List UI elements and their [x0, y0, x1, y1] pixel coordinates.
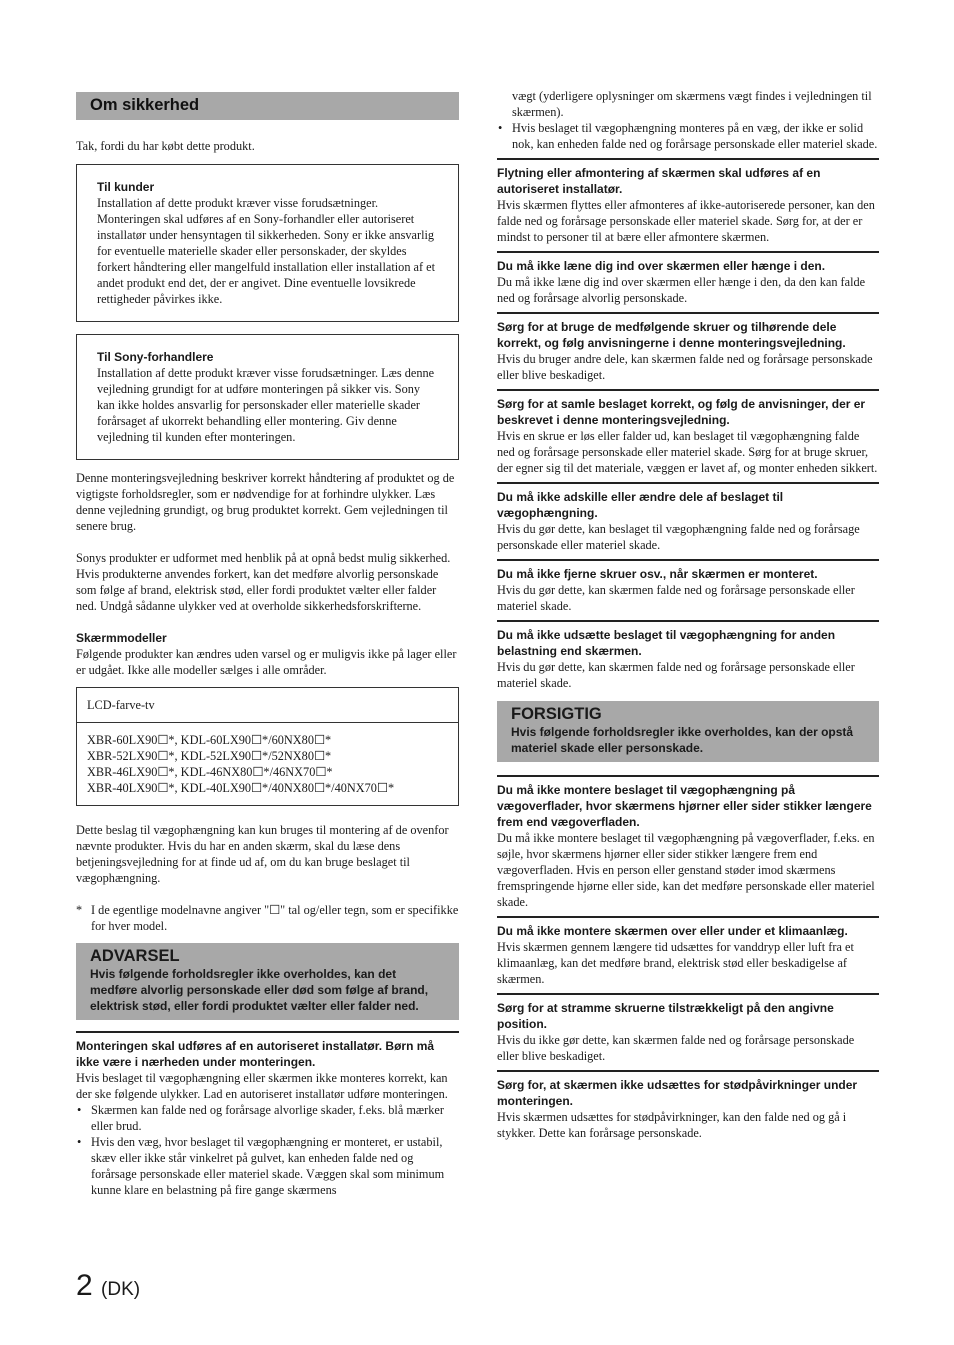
rule-body: Hvis du gør dette, kan skærmen falde ned og forårsage personskade eller materiel skade. — [497, 660, 855, 690]
caution-rule — [497, 993, 879, 1064]
rule-body: Hvis beslaget til vægophængning eller skærmen ikke monteres korrekt, kan der ske følgende ulykker. Lad en autoriseret installatør udføre monteringen. — [76, 1071, 448, 1101]
continuation-bullet-list — [497, 120, 879, 152]
warning-rule — [497, 312, 879, 383]
footnote-text: I de egentlige modelnavne angiver "☐" tal og/eller tegn, som er specifikke for hver model. — [91, 903, 459, 933]
models-table-header: LCD-farve-tv — [77, 688, 458, 723]
caution-box — [497, 701, 879, 762]
rule-heading: Monteringen skal udføres af en autoriseret installatør. Børn må ikke være i nærheden under monteringen. — [76, 1039, 435, 1069]
caution-title: FORSIGTIG — [511, 705, 602, 723]
continuation-text: vægt (yderligere oplysninger om skærmens vægt findes i vejledningen til skærmen). — [512, 89, 872, 119]
rule-body: Du må ikke montere beslaget til vægophængning på vægoverflader, f.eks. en søjle, hvor skærmens hjørner eller sider stikker længere frem end vægoverfladen. Hvis en person eller genstand støder imod skærmens fremspringende hjørne eller side, kan det medføre personskade eller materiel skade. — [497, 831, 875, 909]
caution-description: Hvis følgende forholdsregler ikke overholdes, kan der opstå materiel skade eller personskade. — [511, 725, 854, 755]
rule-body: Hvis du ikke gør dette, kan skærmen falde ned og forårsage personskade eller blive beskadiget. — [497, 1033, 855, 1063]
list-item: • Hvis beslaget til vægophængning monteres på en væg, der ikke er solid nok, kan enheden falde ned og forårsage personskade eller materiel skade. — [497, 120, 879, 152]
rule-heading: Sørg for at stramme skruerne tilstrækkeligt på den angivne position. — [497, 1001, 834, 1031]
list-item: • Hvis den væg, hvor beslaget til vægophængning er monteret, er ustabil, skæv eller ikke står vinkelret på gulvet, kan enheden falde ned og forårsage personskade eller materiel skade. Væggen skal som minimum kunne klare en belastning på fire gange skærmens — [76, 1134, 459, 1198]
models-table-row: XBR-40LX90☐*, KDL-40LX90☐*/40NX80☐*/40NX70☐* — [87, 781, 395, 795]
box-til-sony-forhandlere-body: Installation af dette produkt kræver visse forudsætninger. Læs denne vejledning grundigt for at udføre monteringen på sikker vis. Sony kan ikke holdes ansvarlig for personskader eller materielle skader forårsaget af ukorrekt behandling eller montering. Giv denne vejledning til kunden efter monteringen. — [97, 366, 435, 444]
rule-heading: Sørg for at bruge de medfølgende skruer og tilhørende dele korrekt, og følg anvisningerne i denne monteringsvejledning. — [497, 320, 846, 350]
models-table — [76, 687, 459, 806]
caution-rule — [497, 916, 879, 987]
page-number — [76, 1268, 140, 1308]
rule-heading: Du må ikke montere skærmen over eller under et klimaanlæg. — [497, 924, 848, 938]
box-til-kunder-body: Installation af dette produkt kræver visse forudsætninger. Monteringen skal udføres af en Sony-forhandler eller autoriseret installatør under hensyntagen til sikkerheden. Sony er ikke ansvarlig for eventuelle materielle skader eller personskader, der skyldes forkert håndtering eller mangelfuld installation eller installation af et andet produkt end det, der er angivet. Dine eventuelle lovsikrede rettigheder påvirkes ikke. — [97, 196, 436, 306]
rule-heading: Du må ikke læne dig ind over skærmen eller hænge i den. — [497, 259, 826, 273]
rule-heading: Du må ikke montere beslaget til vægophængning på vægoverflader, hvor skærmens hjørner eller sider stikker længere frem end vægoverfladen. — [497, 783, 872, 829]
models-table-row: XBR-46LX90☐*, KDL-46NX80☐*/46NX70☐* — [87, 765, 333, 779]
page-language-code: (DK) — [101, 1279, 141, 1300]
rule-heading: Du må ikke fjerne skruer osv., når skærmen er monteret. — [497, 567, 818, 581]
warning-title: ADVARSEL — [90, 947, 180, 965]
box-til-kunder-title: Til kunder — [97, 180, 155, 194]
right-column — [497, 88, 879, 1147]
models-text: Følgende produkter kan ændres uden varsel og er muligvis ikke på lager eller er udgået. Ikke alle modeller sælges i alle områder. — [76, 647, 457, 677]
box-til-kunder — [76, 164, 459, 322]
paragraph-compatibility: Dette beslag til vægophængning kan kun bruges til montering af de ovenfor nævnte produkter. Hvis du har en anden skærm, skal du læse dens betjeningsvejledning for at finde ud af, om du kan bruge beslaget til vægophængning. — [76, 823, 449, 885]
footnote-mark: * — [76, 903, 83, 917]
paragraph-safety: Sonys produkter er udformet med henblik på at opnå bedst mulig sikkerhed. Hvis produkterne anvendes forkert, kan det medføre alvorlig personskade som følge af brand, elektrisk stød, eller fordi produktet vælter eller falder ned. Undgå sådanne ulykker ved at overholde sikkerhedsforskrifterne. — [76, 551, 451, 613]
rule-body: Hvis du gør dette, kan beslaget til vægophængning falde ned og forårsage personskade eller materiel skade. — [497, 522, 860, 552]
models-table-body — [77, 723, 458, 805]
warning-rule — [497, 251, 879, 306]
warning-rule — [497, 482, 879, 553]
warning-rule — [497, 620, 879, 691]
rule-heading: Sørg for, at skærmen ikke udsættes for stødpåvirkninger under monteringen. — [497, 1078, 858, 1108]
page-number-value: 2 — [76, 1269, 93, 1302]
rule-heading: Du må ikke adskille eller ændre dele af beslaget til vægophængning. — [497, 490, 784, 520]
rule-heading: Du må ikke udsætte beslaget til vægophængning for anden belastning end skærmen. — [497, 628, 836, 658]
caution-rule — [497, 775, 879, 910]
rule-body: Hvis du gør dette, kan skærmen falde ned og forårsage personskade eller materiel skade. — [497, 583, 855, 613]
rule-bullet-list — [76, 1102, 459, 1198]
intro-text: Tak, fordi du har købt dette produkt. — [76, 139, 255, 153]
paragraph-handling: Denne monteringsvejledning beskriver korrekt håndtering af produktet og de vigtigste forholdsregler, som er nødvendige for at forhindre ulykker. Læs denne vejledning grundigt, og brug produktet korrekt. Gem vejledningen til senere brug. — [76, 471, 455, 533]
left-column — [76, 92, 459, 1198]
warning-box — [76, 943, 459, 1020]
rule-body: Hvis en skrue er løs eller falder ud, kan beslaget til vægophængning falde ned og forårsage personskade eller materiel skade. Sørg for at bruge skruer, der egner sig til det materiale, væggen er lavet af, og monter enheden sikkert. — [497, 429, 878, 475]
models-heading: Skærmmodeller — [76, 631, 167, 645]
caution-rule — [497, 1070, 879, 1141]
box-til-sony-forhandlere — [76, 334, 459, 460]
rule-body: Du må ikke læne dig ind over skærmen eller hænge i den, da den kan falde ned og forårsage alvorlig personskade. — [497, 275, 866, 305]
rule-heading: Sørg for at samle beslaget korrekt, og følg de anvisninger, der er beskrevet i denne monteringsvejledning. — [497, 397, 866, 427]
warning-description: Hvis følgende forholdsregler ikke overholdes, kan det medføre alvorlig personskade eller død som følge af brand, elektrisk stød, eller fordi produktet vælter eller falder ned. — [90, 967, 429, 1013]
rule-body: Hvis du bruger andre dele, kan skærmen falde ned og forårsage personskade eller blive beskadiget. — [497, 352, 873, 382]
models-table-row: XBR-60LX90☐*, KDL-60LX90☐*/60NX80☐* — [87, 733, 332, 747]
list-item: • Skærmen kan falde ned og forårsage alvorlige skader, f.eks. blå mærker eller brud. — [76, 1102, 459, 1134]
rule-body: Hvis skærmen gennem længere tid udsættes for vanddryp eller luft fra et klimaanlæg, kan det medføre brand, elektrisk stød eller beskadigelse af skærmen. — [497, 940, 854, 986]
rule-body: Hvis skærmen flyttes eller afmonteres af ikke-autoriserede personer, kan den falde ned og forårsage personskade eller materiel skade. Sørg for, at der er mindst to personer til at bære eller afmontere skærmen. — [497, 198, 875, 244]
section-title-om-sikkerhed: Om sikkerhed — [76, 92, 459, 120]
models-table-row: XBR-52LX90☐*, KDL-52LX90☐*/52NX80☐* — [87, 749, 332, 763]
warning-rule — [497, 559, 879, 614]
warning-rule — [497, 158, 879, 245]
rule-body: Hvis skærmen udsættes for stødpåvirkninger, kan den falde ned og gå i stykker. Dette kan forårsage personskade. — [497, 1110, 847, 1140]
warning-rule-installer — [76, 1031, 459, 1198]
warning-rule — [497, 389, 879, 476]
box-til-sony-forhandlere-title: Til Sony-forhandlere — [97, 350, 214, 364]
footnote — [76, 902, 459, 934]
rule-heading: Flytning eller afmontering af skærmen skal udføres af en autoriseret installatør. — [497, 166, 821, 196]
